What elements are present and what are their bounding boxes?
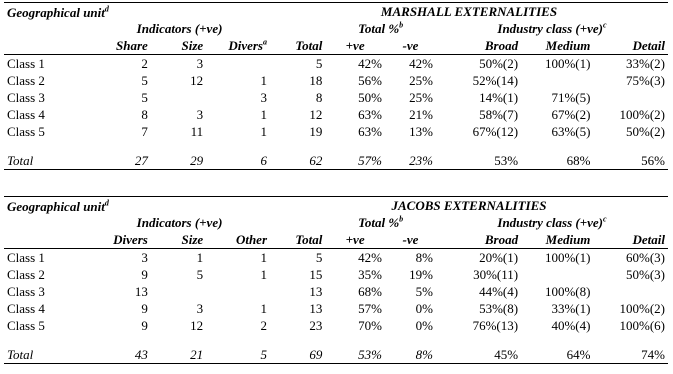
indicators-header: Indicators (+ve) <box>136 215 223 230</box>
spacer-row <box>4 140 668 152</box>
table-cell: 11 <box>190 124 204 139</box>
table-cell <box>521 72 593 89</box>
table-cell: 76%(13) <box>472 318 519 333</box>
table-cell: 13 <box>309 301 323 316</box>
table-cell: 67%(12) <box>472 124 519 139</box>
table-cell: 5 <box>141 90 148 105</box>
industry-class-header: Industry class $(+ve)^c$ <box>497 214 607 230</box>
jacobs-title: JACOBS EXTERNALITIES <box>270 197 668 215</box>
row-label: Class 4 <box>7 301 45 316</box>
table-cell: 3 <box>196 301 204 316</box>
row-label: Class 1 <box>7 56 45 71</box>
table-cell: 21% <box>409 107 433 122</box>
col-header: Medium <box>521 37 593 55</box>
col-header: Detail <box>593 231 668 249</box>
table-cell: 3 <box>196 107 204 122</box>
table-cell <box>206 283 270 300</box>
table-cell: 5% <box>415 284 433 299</box>
table-cell <box>206 55 270 73</box>
table-cell: 3 <box>141 250 148 265</box>
table-cell: 33%(2) <box>626 56 665 71</box>
total-cell: 29 <box>151 152 206 170</box>
table-cell: 35% <box>358 267 382 282</box>
row-label: Class 3 <box>7 284 45 299</box>
table-cell: 25% <box>409 73 433 88</box>
table-cell: 8 <box>315 90 323 105</box>
table-cell: 7 <box>141 124 148 139</box>
col-header: Total <box>270 231 325 249</box>
table-cell: 44%(4) <box>479 284 519 299</box>
table-cell: 100%(1) <box>544 250 591 265</box>
table-row <box>4 72 668 89</box>
table-cell: 50%(2) <box>479 56 519 71</box>
table-cell: 13% <box>409 124 433 139</box>
table-cell: 12 <box>190 318 204 333</box>
jacobs-column-header-row <box>4 231 668 249</box>
table-cell: 63% <box>358 107 382 122</box>
col-header: Other <box>206 231 270 249</box>
table-row <box>4 89 668 106</box>
jacobs-group-header-row <box>4 214 668 231</box>
table-cell: 8 <box>141 107 148 122</box>
table-cell: 14%(1) <box>479 90 519 105</box>
table-cell: 42% <box>358 56 382 71</box>
table-cell: 8% <box>415 250 433 265</box>
table-cell: 1 <box>260 73 267 88</box>
table-cell: 58%(7) <box>479 107 519 122</box>
total-cell: 57% <box>325 152 385 170</box>
table-row <box>4 249 668 267</box>
col-header: Size <box>151 37 206 55</box>
col-header: Detail <box>593 37 668 55</box>
total-row <box>4 152 668 170</box>
table-cell: 15 <box>309 267 323 282</box>
table-row <box>4 266 668 283</box>
total-cell: 21 <box>151 346 206 364</box>
table-cell: 52%(14) <box>472 73 519 88</box>
table-row <box>4 283 668 300</box>
table-cell: 63%(5) <box>551 124 591 139</box>
table-cell: 67%(2) <box>551 107 591 122</box>
table-cell: 100%(6) <box>619 318 665 333</box>
col-header: Share <box>89 37 151 55</box>
marshall-title: MARSHALL EXTERNALITIES <box>270 3 668 21</box>
table-cell <box>593 89 668 106</box>
total-cell: 56% <box>593 152 668 170</box>
table-cell: 100%(2) <box>619 301 665 316</box>
table-cell: 60%(3) <box>626 250 665 265</box>
col-header: Divers <box>89 231 151 249</box>
total-cell: 43 <box>89 346 151 364</box>
table-cell: 25% <box>409 90 433 105</box>
table-cell: 100%(8) <box>544 284 591 299</box>
row-label: Class 5 <box>7 124 45 139</box>
total-cell: 8% <box>385 346 436 364</box>
table-cell: 2 <box>260 318 267 333</box>
table-cell <box>593 283 668 300</box>
table-row <box>4 55 668 73</box>
table-row <box>4 317 668 334</box>
table-cell: 63% <box>358 124 382 139</box>
table-cell: 5 <box>315 56 323 71</box>
table-cell: 100%(2) <box>619 107 665 122</box>
row-label: Class 3 <box>7 90 45 105</box>
table-cell: 50%(2) <box>626 124 665 139</box>
row-label: Class 2 <box>7 267 45 282</box>
table-cell: 33%(1) <box>551 301 591 316</box>
table-cell <box>151 283 206 300</box>
table-row <box>4 123 668 140</box>
total-label: Total <box>4 346 89 364</box>
jacobs-title-row <box>4 197 668 215</box>
total-percent-header: Total %$^b$ <box>358 20 404 36</box>
total-cell: 53% <box>436 152 521 170</box>
table-cell: 13 <box>309 284 323 299</box>
col-header: Total <box>270 37 325 55</box>
marshall-column-header-row <box>4 37 668 55</box>
col-header: +ve <box>325 231 385 249</box>
table-cell: 12 <box>190 73 204 88</box>
table-cell: 9 <box>141 318 148 333</box>
table-cell: 9 <box>141 301 148 316</box>
table-cell: 50%(3) <box>626 267 665 282</box>
total-cell: 64% <box>521 346 593 364</box>
col-header: -ve <box>385 231 436 249</box>
table-cell: 1 <box>260 107 267 122</box>
table-row <box>4 106 668 123</box>
table-cell: 40%(4) <box>551 318 591 333</box>
table-cell: 71%(5) <box>551 90 591 105</box>
table-cell: 75%(3) <box>626 73 665 88</box>
indicators-header: Indicators (+ve) <box>136 21 223 36</box>
row-label: Class 2 <box>7 73 45 88</box>
total-cell: 69 <box>270 346 325 364</box>
table-cell: 68% <box>358 284 382 299</box>
industry-class-header: Industry class $(+ve)^c$ <box>497 20 607 36</box>
table-cell: 5 <box>315 250 323 265</box>
total-cell: 23% <box>385 152 436 170</box>
table-cell: 12 <box>309 107 323 122</box>
col-header: Medium <box>521 231 593 249</box>
col-header: Broad <box>436 37 521 55</box>
row-label: Class 5 <box>7 318 45 333</box>
table-cell: 2 <box>141 56 148 71</box>
total-label: Total <box>4 152 89 170</box>
table-cell: 56% <box>358 73 382 88</box>
table-cell: 53%(8) <box>479 301 519 316</box>
total-cell: 5 <box>206 346 270 364</box>
table-cell: 0% <box>415 301 433 316</box>
table-cell: 20%(1) <box>479 250 519 265</box>
table-cell: 57% <box>358 301 382 316</box>
row-label: Class 1 <box>7 250 45 265</box>
geographical-unit-header: Geographical unit$^d$ <box>4 3 89 55</box>
table-cell: 1 <box>260 267 267 282</box>
table-cell: 42% <box>409 56 433 71</box>
table-cell: 70% <box>358 318 382 333</box>
table-cell: 1 <box>260 301 267 316</box>
table-cell: 23 <box>309 318 323 333</box>
table-cell: 19 <box>309 124 323 139</box>
table-cell: 50% <box>358 90 382 105</box>
total-cell: 68% <box>521 152 593 170</box>
table-cell: 5 <box>141 73 148 88</box>
table-cell: 3 <box>260 90 267 105</box>
total-cell: 27 <box>89 152 151 170</box>
row-label: Class 4 <box>7 107 45 122</box>
table-cell <box>521 266 593 283</box>
marshall-title-row <box>4 3 668 21</box>
col-header: -ve <box>385 37 436 55</box>
table-cell: 1 <box>260 250 267 265</box>
total-cell: 6 <box>206 152 270 170</box>
jacobs-externalities-table <box>4 196 668 364</box>
marshall-externalities-table <box>4 2 668 170</box>
table-cell: 5 <box>196 267 204 282</box>
table-cell: 1 <box>196 250 204 265</box>
table-cell: 18 <box>309 73 323 88</box>
table-cell: 1 <box>260 124 267 139</box>
total-cell: 53% <box>325 346 385 364</box>
total-row <box>4 346 668 364</box>
spacer-row <box>4 334 668 346</box>
col-header: +ve <box>325 37 385 55</box>
table-row <box>4 300 668 317</box>
table-cell: 30%(11) <box>473 267 519 282</box>
table-cell <box>151 89 206 106</box>
table-cell: 19% <box>409 267 433 282</box>
table-cell: 0% <box>415 318 433 333</box>
total-cell: 74% <box>593 346 668 364</box>
geographical-unit-header: Geographical unit$^d$ <box>4 197 89 249</box>
total-cell: 45% <box>436 346 521 364</box>
total-cell: 62 <box>270 152 325 170</box>
total-percent-header: Total %$^b$ <box>358 214 404 230</box>
table-cell: 100%(1) <box>544 56 591 71</box>
col-header: Size <box>151 231 206 249</box>
marshall-group-header-row <box>4 20 668 37</box>
col-header: Divers$^a$ <box>206 37 270 55</box>
table-cell: 3 <box>196 56 204 71</box>
table-cell: 42% <box>358 250 382 265</box>
col-header: Broad <box>436 231 521 249</box>
table-cell: 9 <box>141 267 148 282</box>
table-cell: 13 <box>134 284 148 299</box>
